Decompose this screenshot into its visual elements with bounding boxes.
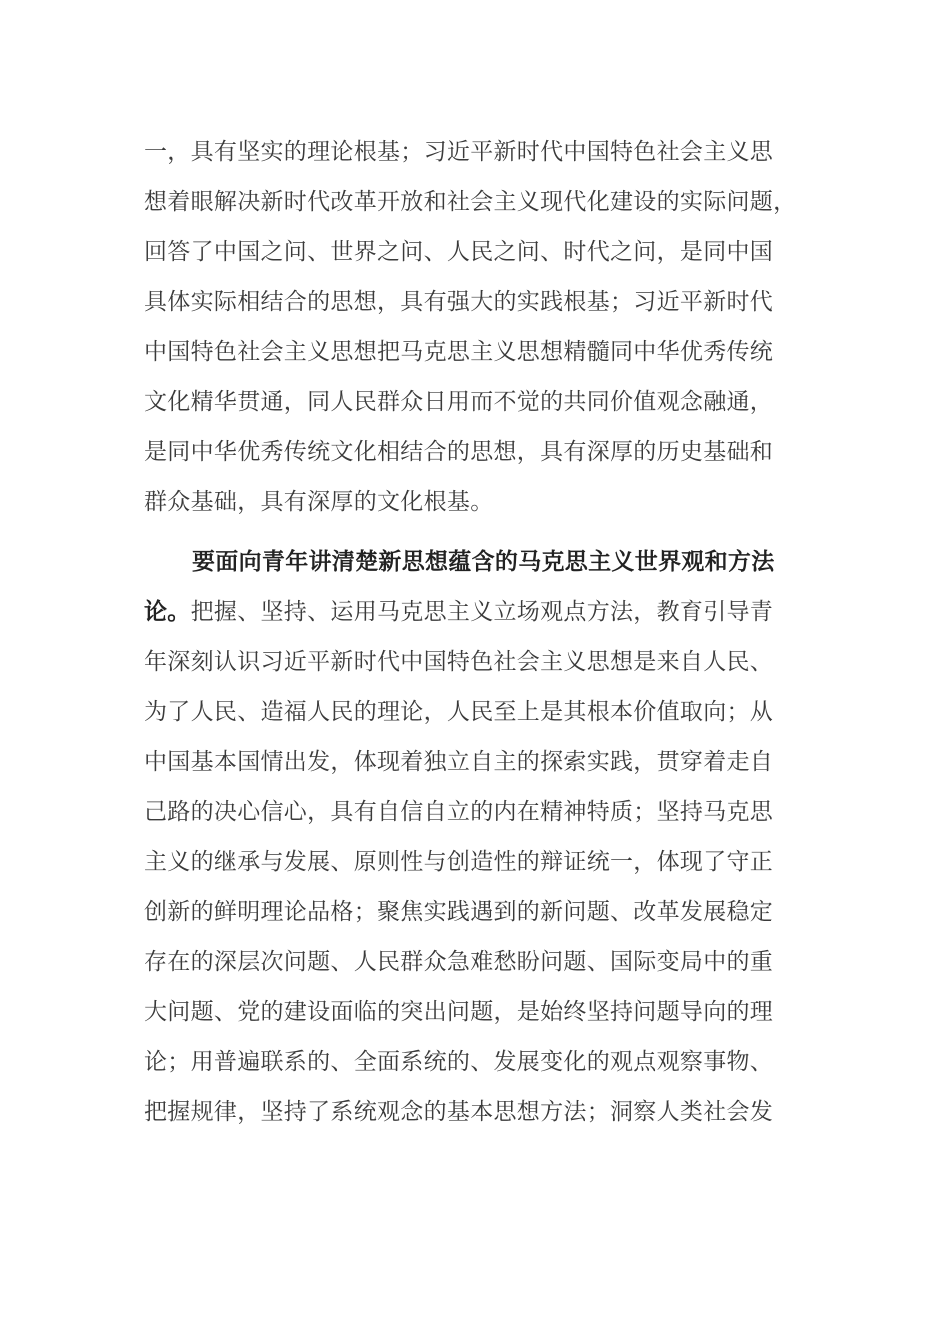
- paragraph-line: 中国基本国情出发，体现着独立自主的探索实践，贯穿着走自: [144, 749, 774, 775]
- paragraph-heading-end: 论。: [144, 599, 191, 625]
- paragraph-line: 创新的鲜明理论品格；聚焦实践遇到的新问题、改革发展稳定: [144, 899, 774, 925]
- paragraph-line: [144, 587, 808, 637]
- paragraph-line-rest: 把握、坚持、运用马克思主义立场观点方法，教育引导青: [190, 599, 774, 625]
- paragraph-line: 为了人民、造福人民的理论，人民至上是其根本价值取向；从: [144, 699, 774, 725]
- paragraph-line: 年深刻认识习近平新时代中国特色社会主义思想是来自人民、: [144, 649, 774, 675]
- paragraph-line: 文化精华贯通，同人民群众日用而不觉的共同价值观念融通，: [144, 389, 774, 415]
- paragraph-line: 存在的深层次问题、人民群众急难愁盼问题、国际变局中的重: [144, 949, 774, 975]
- paragraph-line: 主义的继承与发展、原则性与创造性的辩证统一，体现了守正: [144, 849, 774, 875]
- paragraph-line: 己路的决心信心，具有自信自立的内在精神特质；坚持马克思: [144, 799, 774, 825]
- paragraph-heading: 要面向青年讲清楚新思想蕴含的马克思主义世界观和方法: [192, 549, 775, 575]
- paragraph-line: 是同中华优秀传统文化相结合的思想，具有深厚的历史基础和: [144, 439, 774, 465]
- paragraph-line: 具体实际相结合的思想，具有强大的实践根基；习近平新时代: [144, 289, 774, 315]
- paragraph-line: 一，具有坚实的理论根基；习近平新时代中国特色社会主义思: [144, 139, 774, 165]
- paragraph-line: 把握规律，坚持了系统观念的基本思想方法；洞察人类社会发: [144, 1099, 774, 1125]
- paragraph-line: 论；用普遍联系的、全面系统的、发展变化的观点观察事物、: [144, 1049, 774, 1075]
- paragraph-2: [144, 537, 808, 1137]
- paragraph-line: 中国特色社会主义思想把马克思主义思想精髓同中华优秀传统: [144, 339, 774, 365]
- paragraph-1: [144, 127, 808, 527]
- paragraph-line: 想着眼解决新时代改革开放和社会主义现代化建设的实际问题，: [144, 189, 797, 215]
- paragraph-line: 群众基础，具有深厚的文化根基。: [144, 489, 494, 515]
- paragraph-line: 大问题、党的建设面临的突出问题，是始终坚持问题导向的理: [144, 999, 774, 1025]
- paragraph-line: 回答了中国之问、世界之问、人民之问、时代之问，是同中国: [144, 239, 774, 265]
